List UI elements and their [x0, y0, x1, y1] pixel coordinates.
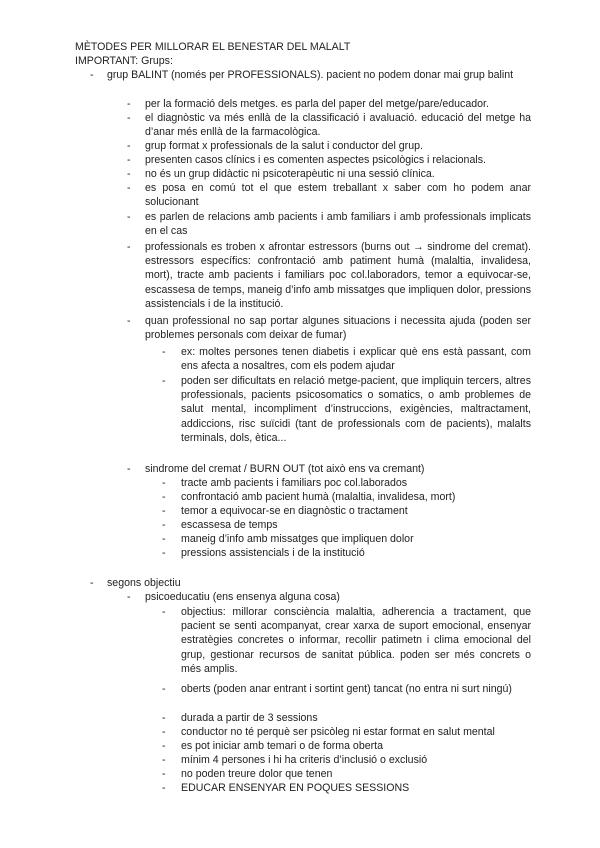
- list-item-text: per la formació dels metges. es parla del paper del metge/pare/educador.: [145, 98, 489, 110]
- list-item-text: es posa en comú tot el que estem treballant x saber com ho podem anar solucionant: [145, 182, 531, 209]
- list-dash: -: [162, 606, 166, 618]
- list-item-psicoeducatiu: [127, 590, 531, 604]
- list-subitem: [162, 345, 531, 373]
- list-dash: -: [127, 241, 131, 253]
- list-item-text: pressions assistencials i de la institució: [181, 547, 365, 559]
- list-dash: -: [90, 577, 94, 589]
- list-item-text: durada a partir de 3 sessions: [181, 712, 318, 724]
- list-dash: -: [162, 683, 166, 695]
- list-dash: -: [162, 547, 166, 559]
- list-item: [127, 210, 531, 238]
- list-subitem: [162, 490, 531, 504]
- list-item-text: grup BALINT (només per PROFESSIONALS). pacient no podem donar mai grup balint: [107, 69, 514, 81]
- list-item-text: quan professional no sap portar algunes situacions i necessita ajuda (poden ser problemes personals com deixar de fumar): [145, 315, 531, 342]
- list-item-text: professionals es troben x afrontar estressors (burns out → sindrome del cremat). estressors específics: confrontació amb patiment humà (malaltia, invalidesa, mort), tracte amb pacients i familiars poc col.laboradors, temor a equivocar-se, escassesa de temps, maneig d’info amb missatges que impliquen dolor, pressions assistencials i de la institució.: [145, 241, 531, 310]
- list-dash: -: [162, 754, 166, 766]
- list-dash: -: [127, 154, 131, 166]
- list-item-text: ex: moltes persones tenen diabetis i explicar què ens està passant, com ens afecta a nosaltres, com els podem ajudar: [181, 346, 531, 373]
- list-item-text: escassesa de temps: [181, 519, 278, 531]
- list-dash: -: [90, 69, 94, 81]
- list-subitem: [162, 753, 531, 767]
- list-item-text: es parlen de relacions amb pacients i amb familiars i amb professionals implicats en el cas: [145, 211, 531, 238]
- list-dash: -: [162, 477, 166, 489]
- list-item: [127, 153, 531, 167]
- list-item: [127, 111, 531, 139]
- document-title: MÈTODES PER MILLORAR EL BENESTAR DEL MALALT: [75, 41, 351, 53]
- list-item-text: no poden treure dolor que tenen: [181, 768, 333, 780]
- list-dash: -: [127, 182, 131, 194]
- list-dash: -: [162, 375, 166, 387]
- list-item-balint: [90, 68, 531, 82]
- list-item-text: segons objectiu: [107, 577, 181, 589]
- list-subitem: [162, 476, 531, 490]
- list-item-burnout: [127, 462, 531, 476]
- list-item-text: psicoeducatiu (ens ensenya alguna cosa): [145, 591, 340, 603]
- list-item: [127, 314, 531, 342]
- list-subitem: [162, 711, 531, 725]
- list-subitem: [162, 546, 531, 560]
- list-dash: -: [162, 712, 166, 724]
- list-item-text: no és un grup didàctic ni psicoterapèutic ni una sessió clínica.: [145, 168, 435, 180]
- list-subitem: [162, 739, 531, 753]
- list-dash: -: [127, 168, 131, 180]
- list-item-text: conductor no té perquè ser psicòleg ni estar format en salut mental: [181, 726, 495, 738]
- list-item-text: tracte amb pacients i familiars poc col.laborados: [181, 477, 408, 489]
- list-dash: -: [127, 463, 131, 475]
- list-item: [127, 181, 531, 209]
- list-dash: -: [127, 591, 131, 603]
- list-subitem: [162, 532, 531, 546]
- list-item-text: el diagnòstic va més enllà de la classificació i avaluació. educació del metge ha d’anar més enllà de la farmacològica.: [145, 112, 531, 139]
- list-dash: -: [162, 491, 166, 503]
- list-subitem: [162, 725, 531, 739]
- list-subitem: [162, 504, 531, 518]
- list-dash: -: [127, 315, 131, 327]
- list-dash: -: [162, 740, 166, 752]
- list-item-text: EDUCAR ENSENYAR EN POQUES SESSIONS: [181, 782, 410, 794]
- list-item: [127, 167, 531, 181]
- list-item-text: poden ser dificultats en relació metge-pacient, que impliquin tercers, altres professionals, pacients psicosomatics o somatics, o amb problemes de salut mental, incompliment d’instruccions, exigències, maltractament, addiccions, risc suïcidi (tant de professionals com de pacients), malalts terminals, dols, ètica...: [181, 375, 531, 444]
- list-item-text: temor a equivocar-se en diagnòstic o tractament: [181, 505, 408, 517]
- list-subitem: [162, 781, 531, 795]
- list-dash: -: [162, 519, 166, 531]
- list-dash: -: [162, 505, 166, 517]
- list-item-text: mínim 4 persones i hi ha criteris d’inclusió o exclusió: [181, 754, 428, 766]
- list-subitem: [162, 682, 531, 696]
- list-item-text: oberts (poden anar entrant i sortint gent) tancat (no entra ni surt ningú): [181, 683, 512, 695]
- list-item: [127, 139, 531, 153]
- list-item-text: confrontació amb pacient humà (malaltia, invalidesa, mort): [181, 491, 456, 503]
- list-subitem: [162, 767, 531, 781]
- list-dash: -: [162, 768, 166, 780]
- list-subitem: [162, 374, 531, 445]
- list-dash: -: [127, 112, 131, 124]
- list-item-text: grup format x professionals de la salut i conductor del grup.: [145, 140, 423, 152]
- list-dash: -: [162, 533, 166, 545]
- list-dash: -: [162, 346, 166, 358]
- list-item-text: maneig d’info amb missatges que impliquen dolor: [181, 533, 414, 545]
- list-item-text: es pot iniciar amb temari o de forma oberta: [181, 740, 383, 752]
- list-dash: -: [127, 98, 131, 110]
- list-dash: -: [127, 140, 131, 152]
- list-item-text: objectius: millorar consciència malaltia, adherencia a tractament, que pacient se senti acompanyat, crear xarxa de suport emocional, ensenyar estratègies concretes o informar, recollir patimetn i clima emocional del grup, gestionar recursos de sanitat pública. poden ser més concrets o més amplis.: [181, 606, 531, 675]
- list-item: [127, 97, 531, 111]
- list-subitem: [162, 518, 531, 532]
- list-dash: -: [162, 782, 166, 794]
- list-subitem: [162, 605, 531, 676]
- list-dash: -: [162, 726, 166, 738]
- document-subtitle: IMPORTANT: Grups:: [75, 55, 173, 67]
- list-dash: -: [127, 211, 131, 223]
- list-item: [127, 240, 531, 311]
- list-item-text: sindrome del cremat / BURN OUT (tot això ens va cremant): [145, 463, 425, 475]
- list-item-objectiu: [90, 576, 531, 590]
- list-item-text: presenten casos clínics i es comenten aspectes psicològics i relacionals.: [145, 154, 486, 166]
